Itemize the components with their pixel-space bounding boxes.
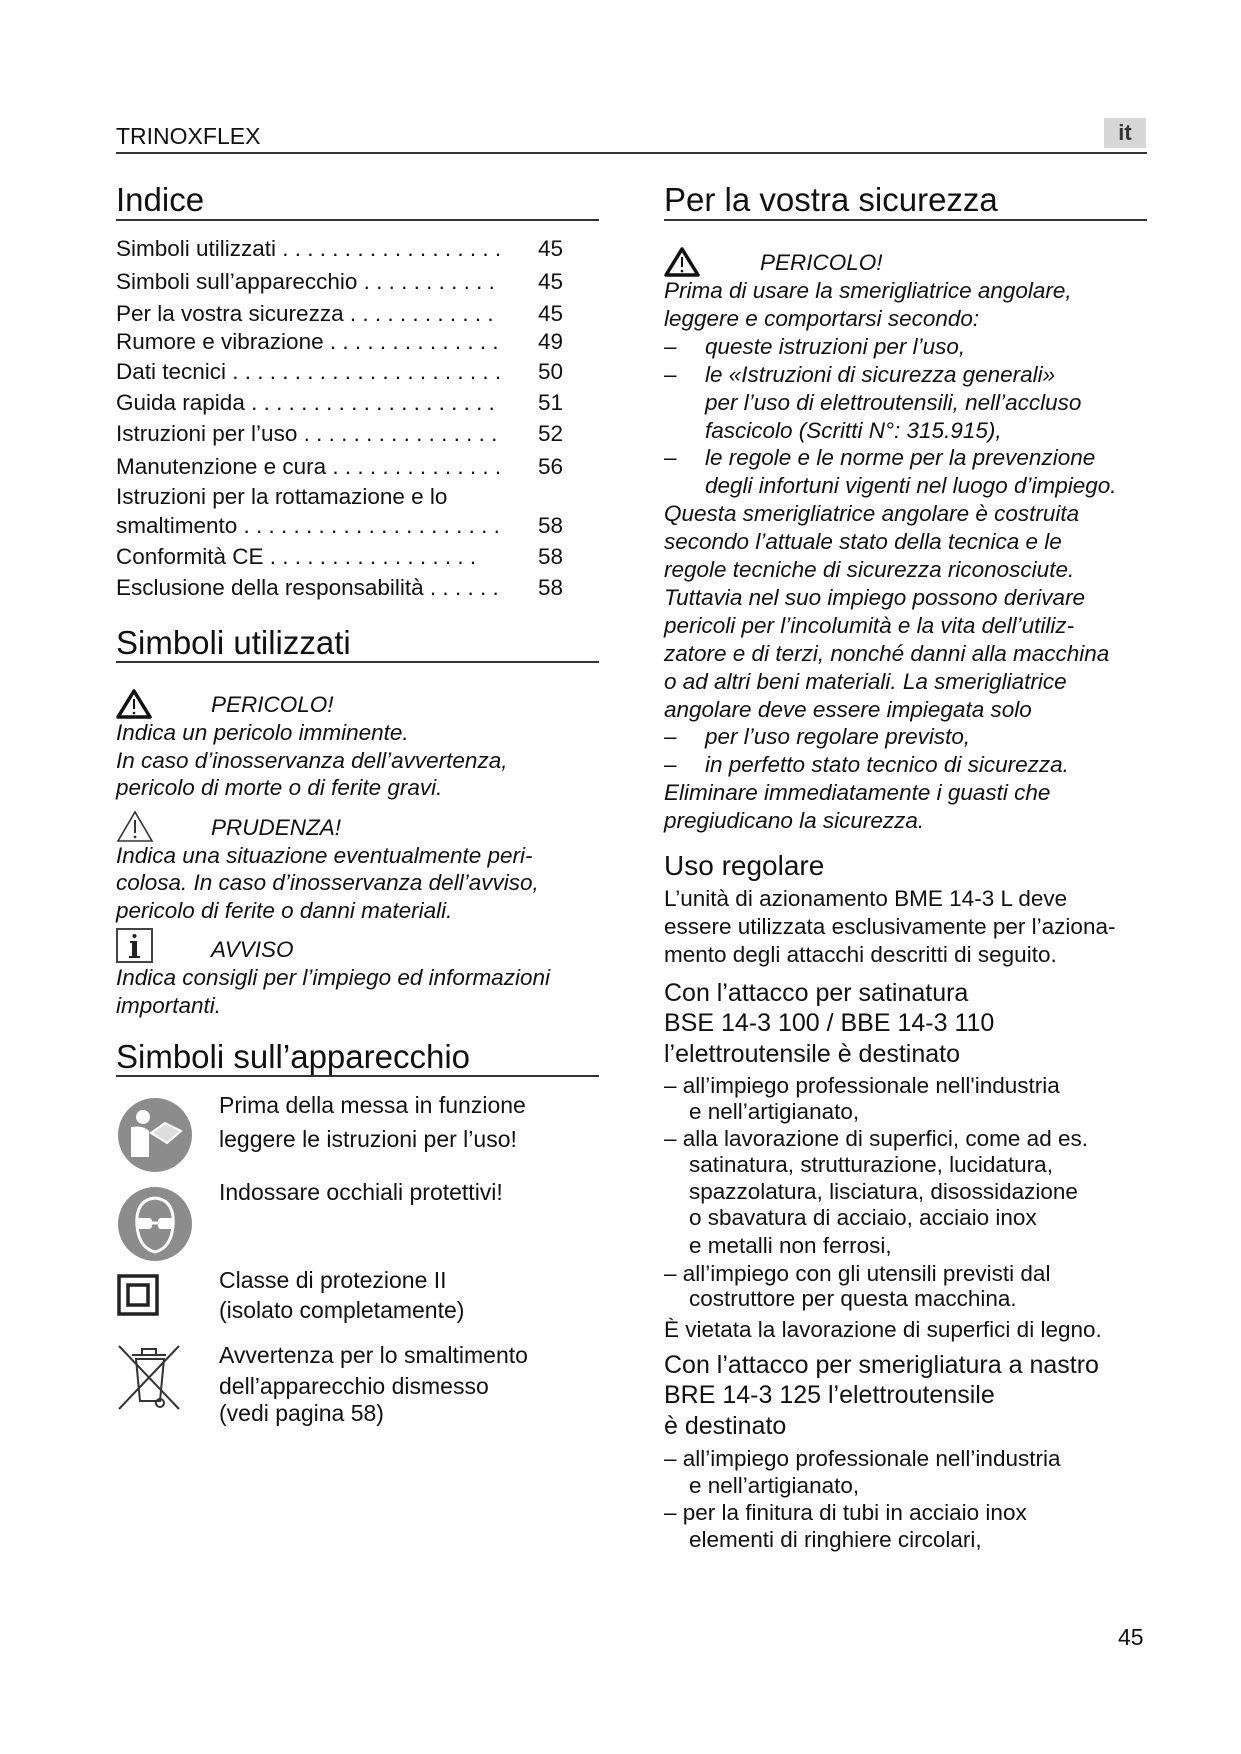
text-line: – per la finitura di tubi in acciaio inox (664, 1500, 1027, 1525)
symbol-title: PRUDENZA! (211, 815, 342, 840)
read-manual-icon (117, 1097, 193, 1173)
text-line: o ad altri beni materiali. La smerigliatrice (664, 668, 1067, 694)
text-line: – alla lavorazione di superfici, come ad es. (664, 1126, 1088, 1151)
list-item: le regole e le norme per la prevenzione (705, 445, 1096, 471)
text-line: Questa smerigliatrice angolare è costruita (664, 501, 1080, 527)
device-symbol-text: Prima della messa in funzione (219, 1092, 526, 1118)
list-item-continuation: per l’uso di elettroutensili, nell’accluso (705, 389, 1082, 415)
satin-heading: Con l’attacco per satinatura (664, 979, 969, 1007)
toc-entry-label: Manutenzione e cura . . . . . . . . . . . . . . (116, 454, 502, 479)
symbol-description-line: pericolo di morte o di ferite gravi. (116, 775, 443, 800)
text-line: pregiudicano la sicurezza. (664, 808, 925, 834)
list-item-continuation: satinatura, strutturazione, lucidatura, (689, 1152, 1053, 1177)
list-item-continuation: o sbavatura di acciaio, acciaio inox (689, 1205, 1037, 1230)
language-badge: it (1104, 118, 1146, 148)
text-line: pericoli per l’incolumità e la vita dell’utiliz- (664, 612, 1075, 638)
list-item: le «Istruzioni di sicurezza generali» (705, 361, 1056, 387)
symbols-used-rule (116, 661, 599, 663)
text-line: – all’impiego professionale nell’industria (664, 1446, 1061, 1471)
device-symbol-text: dell’apparecchio dismesso (219, 1373, 489, 1399)
text-line: secondo l’attuale stato della tecnica e le (664, 529, 1062, 555)
device-symbol-text: (isolato completamente) (219, 1297, 465, 1323)
bullet-dash: – (664, 724, 677, 750)
list-item-continuation: elementi di ringhiere circolari, (689, 1527, 982, 1552)
symbols-used-heading: Simboli utilizzati (116, 624, 351, 661)
protection-class-ii-icon (117, 1274, 159, 1316)
toc-entry-page: 58 (538, 513, 564, 538)
text-line: – all’impiego con gli utensili previsti dal (664, 1261, 1051, 1286)
toc-entry-page: 45 (538, 301, 564, 326)
text-line: Eliminare immediatamente i guasti che (664, 780, 1051, 806)
text-line: leggere e comportarsi secondo: (664, 305, 980, 331)
list-item-continuation: e nell’artigianato, (689, 1099, 860, 1124)
info-icon (116, 928, 154, 964)
list-item-continuation: degli infortuni vigenti nel luogo d’impiego. (705, 473, 1117, 499)
danger-triangle-icon (116, 688, 152, 720)
text-line: mento degli attacchi descritti di seguito. (664, 942, 1057, 967)
toc-entry-page: 56 (538, 454, 564, 479)
page-number: 45 (1118, 1624, 1144, 1650)
toc-entry-label: Conformità CE . . . . . . . . . . . . . . . . . (116, 544, 477, 569)
symbol-title: AVVISO (211, 937, 294, 962)
symbol-description-line: Indica un pericolo imminente. (116, 720, 409, 745)
device-symbols-heading: Simboli sull’apparecchio (116, 1038, 471, 1075)
text-line: – all’impiego professionale nell'industria (664, 1073, 1060, 1098)
toc-entry-page: 51 (538, 390, 564, 415)
toc-entry-label: Guida rapida . . . . . . . . . . . . . . . . . . . . (116, 390, 495, 415)
bullet-dash: – (664, 752, 677, 778)
device-symbol-text: Indossare occhiali protettivi! (219, 1179, 503, 1205)
text-line: L’unità di azionamento BME 14-3 L deve (664, 886, 1068, 911)
belt-heading: BRE 14-3 125 l’elettroutensile (664, 1381, 995, 1409)
caution-triangle-icon (116, 810, 154, 843)
bullet-dash: – (664, 361, 677, 387)
safety-heading: Per la vostra sicurezza (664, 181, 998, 218)
bullet-dash: – (664, 333, 677, 359)
toc-entry-label: Dati tecnici . . . . . . . . . . . . . . . . . . . . . . (116, 359, 502, 384)
safety-warning-title: PERICOLO! (760, 250, 883, 275)
list-item: in perfetto stato tecnico di sicurezza. (705, 752, 1069, 778)
toc-entry-label: Rumore e vibrazione . . . . . . . . . . . . . . (116, 329, 499, 354)
satin-heading: l’elettroutensile è destinato (664, 1040, 961, 1068)
bullet-dash: – (664, 445, 677, 471)
text-line: È vietata la lavorazione di superfici di legno. (664, 1317, 1102, 1342)
symbol-description-line: colosa. In caso d’inosservanza dell’avviso, (116, 870, 539, 895)
text-line: zatore e di terzi, nonché danni alla macchina (664, 640, 1110, 666)
device-symbols-rule (116, 1075, 599, 1077)
device-symbol-text: (vedi pagina 58) (219, 1400, 384, 1426)
list-item-continuation: fascicolo (Scritti N°: 315.915), (705, 417, 1002, 443)
device-symbol-text: leggere le istruzioni per l’uso! (219, 1126, 517, 1152)
toc-entry-label: Per la vostra sicurezza . . . . . . . . . . . . (116, 301, 494, 326)
safety-goggles-icon (117, 1186, 193, 1262)
list-item-continuation: e metalli non ferrosi, (689, 1233, 892, 1258)
symbol-title: PERICOLO! (211, 692, 334, 717)
symbol-description-line: Indica una situazione eventualmente peri- (116, 843, 533, 868)
safety-heading-rule (664, 219, 1147, 221)
symbol-description-line: In caso d’inosservanza dell’avvertenza, (116, 748, 508, 773)
toc-entry-page: 45 (538, 269, 564, 294)
intended-use-heading: Uso regolare (664, 850, 825, 881)
header-divider (116, 152, 1147, 154)
list-item: per l’uso regolare previsto, (705, 724, 971, 750)
toc-entry-page: 49 (538, 329, 564, 354)
device-symbol-text: Avvertenza per lo smaltimento (219, 1342, 528, 1368)
toc-entry-label: Simboli utilizzati . . . . . . . . . . . . . . . . . . (116, 236, 502, 261)
list-item-continuation: costruttore per questa macchina. (689, 1286, 1017, 1311)
danger-triangle-icon (664, 246, 700, 278)
text-line: Prima di usare la smerigliatrice angolare, (664, 278, 1072, 303)
toc-entry-page: 58 (538, 544, 564, 569)
satin-heading: BSE 14-3 100 / BBE 14-3 110 (664, 1009, 995, 1037)
document-title: TRINOXFLEX (116, 123, 261, 149)
list-item-continuation: spazzolatura, lisciatura, disossidazione (689, 1179, 1078, 1204)
toc-entry-label: Esclusione della responsabilità . . . . . . (116, 575, 499, 600)
toc-entry-label: Simboli sull’apparecchio . . . . . . . . . . . (116, 269, 495, 294)
belt-heading: è destinato (664, 1412, 787, 1440)
text-line: essere utilizzata esclusivamente per l’aziona- (664, 914, 1116, 939)
toc-entry-page: 45 (538, 236, 564, 261)
toc-entry-label: smaltimento . . . . . . . . . . . . . . . . . . . . . (116, 513, 500, 538)
device-symbol-text: Classe di protezione II (219, 1267, 447, 1293)
symbol-description-line: pericolo di ferite o danni materiali. (116, 898, 453, 923)
belt-heading: Con l’attacco per smerigliatura a nastro (664, 1351, 1099, 1379)
text-line: Tuttavia nel suo impiego possono derivare (664, 584, 1086, 610)
text-line: regole tecniche di sicurezza riconosciute. (664, 557, 1075, 582)
text-line: angolare deve essere impiegata solo (664, 696, 1032, 722)
symbol-description-line: Indica consigli per l’impiego ed informazioni (116, 965, 550, 990)
list-item: queste istruzioni per l’uso, (705, 333, 966, 359)
list-item-continuation: e nell’artigianato, (689, 1473, 860, 1498)
crossed-bin-icon (116, 1343, 182, 1413)
toc-entry-page: 58 (538, 575, 564, 600)
toc-entry-page: 50 (538, 359, 564, 384)
toc-entry-label: Istruzioni per la rottamazione e lo (116, 484, 448, 509)
toc-heading-rule (116, 219, 599, 221)
toc-entry-label: Istruzioni per l’uso . . . . . . . . . . . . . . . . (116, 421, 498, 446)
symbol-description-line: importanti. (116, 993, 222, 1018)
toc-entry-page: 52 (538, 421, 564, 446)
toc-heading: Indice (116, 181, 205, 218)
